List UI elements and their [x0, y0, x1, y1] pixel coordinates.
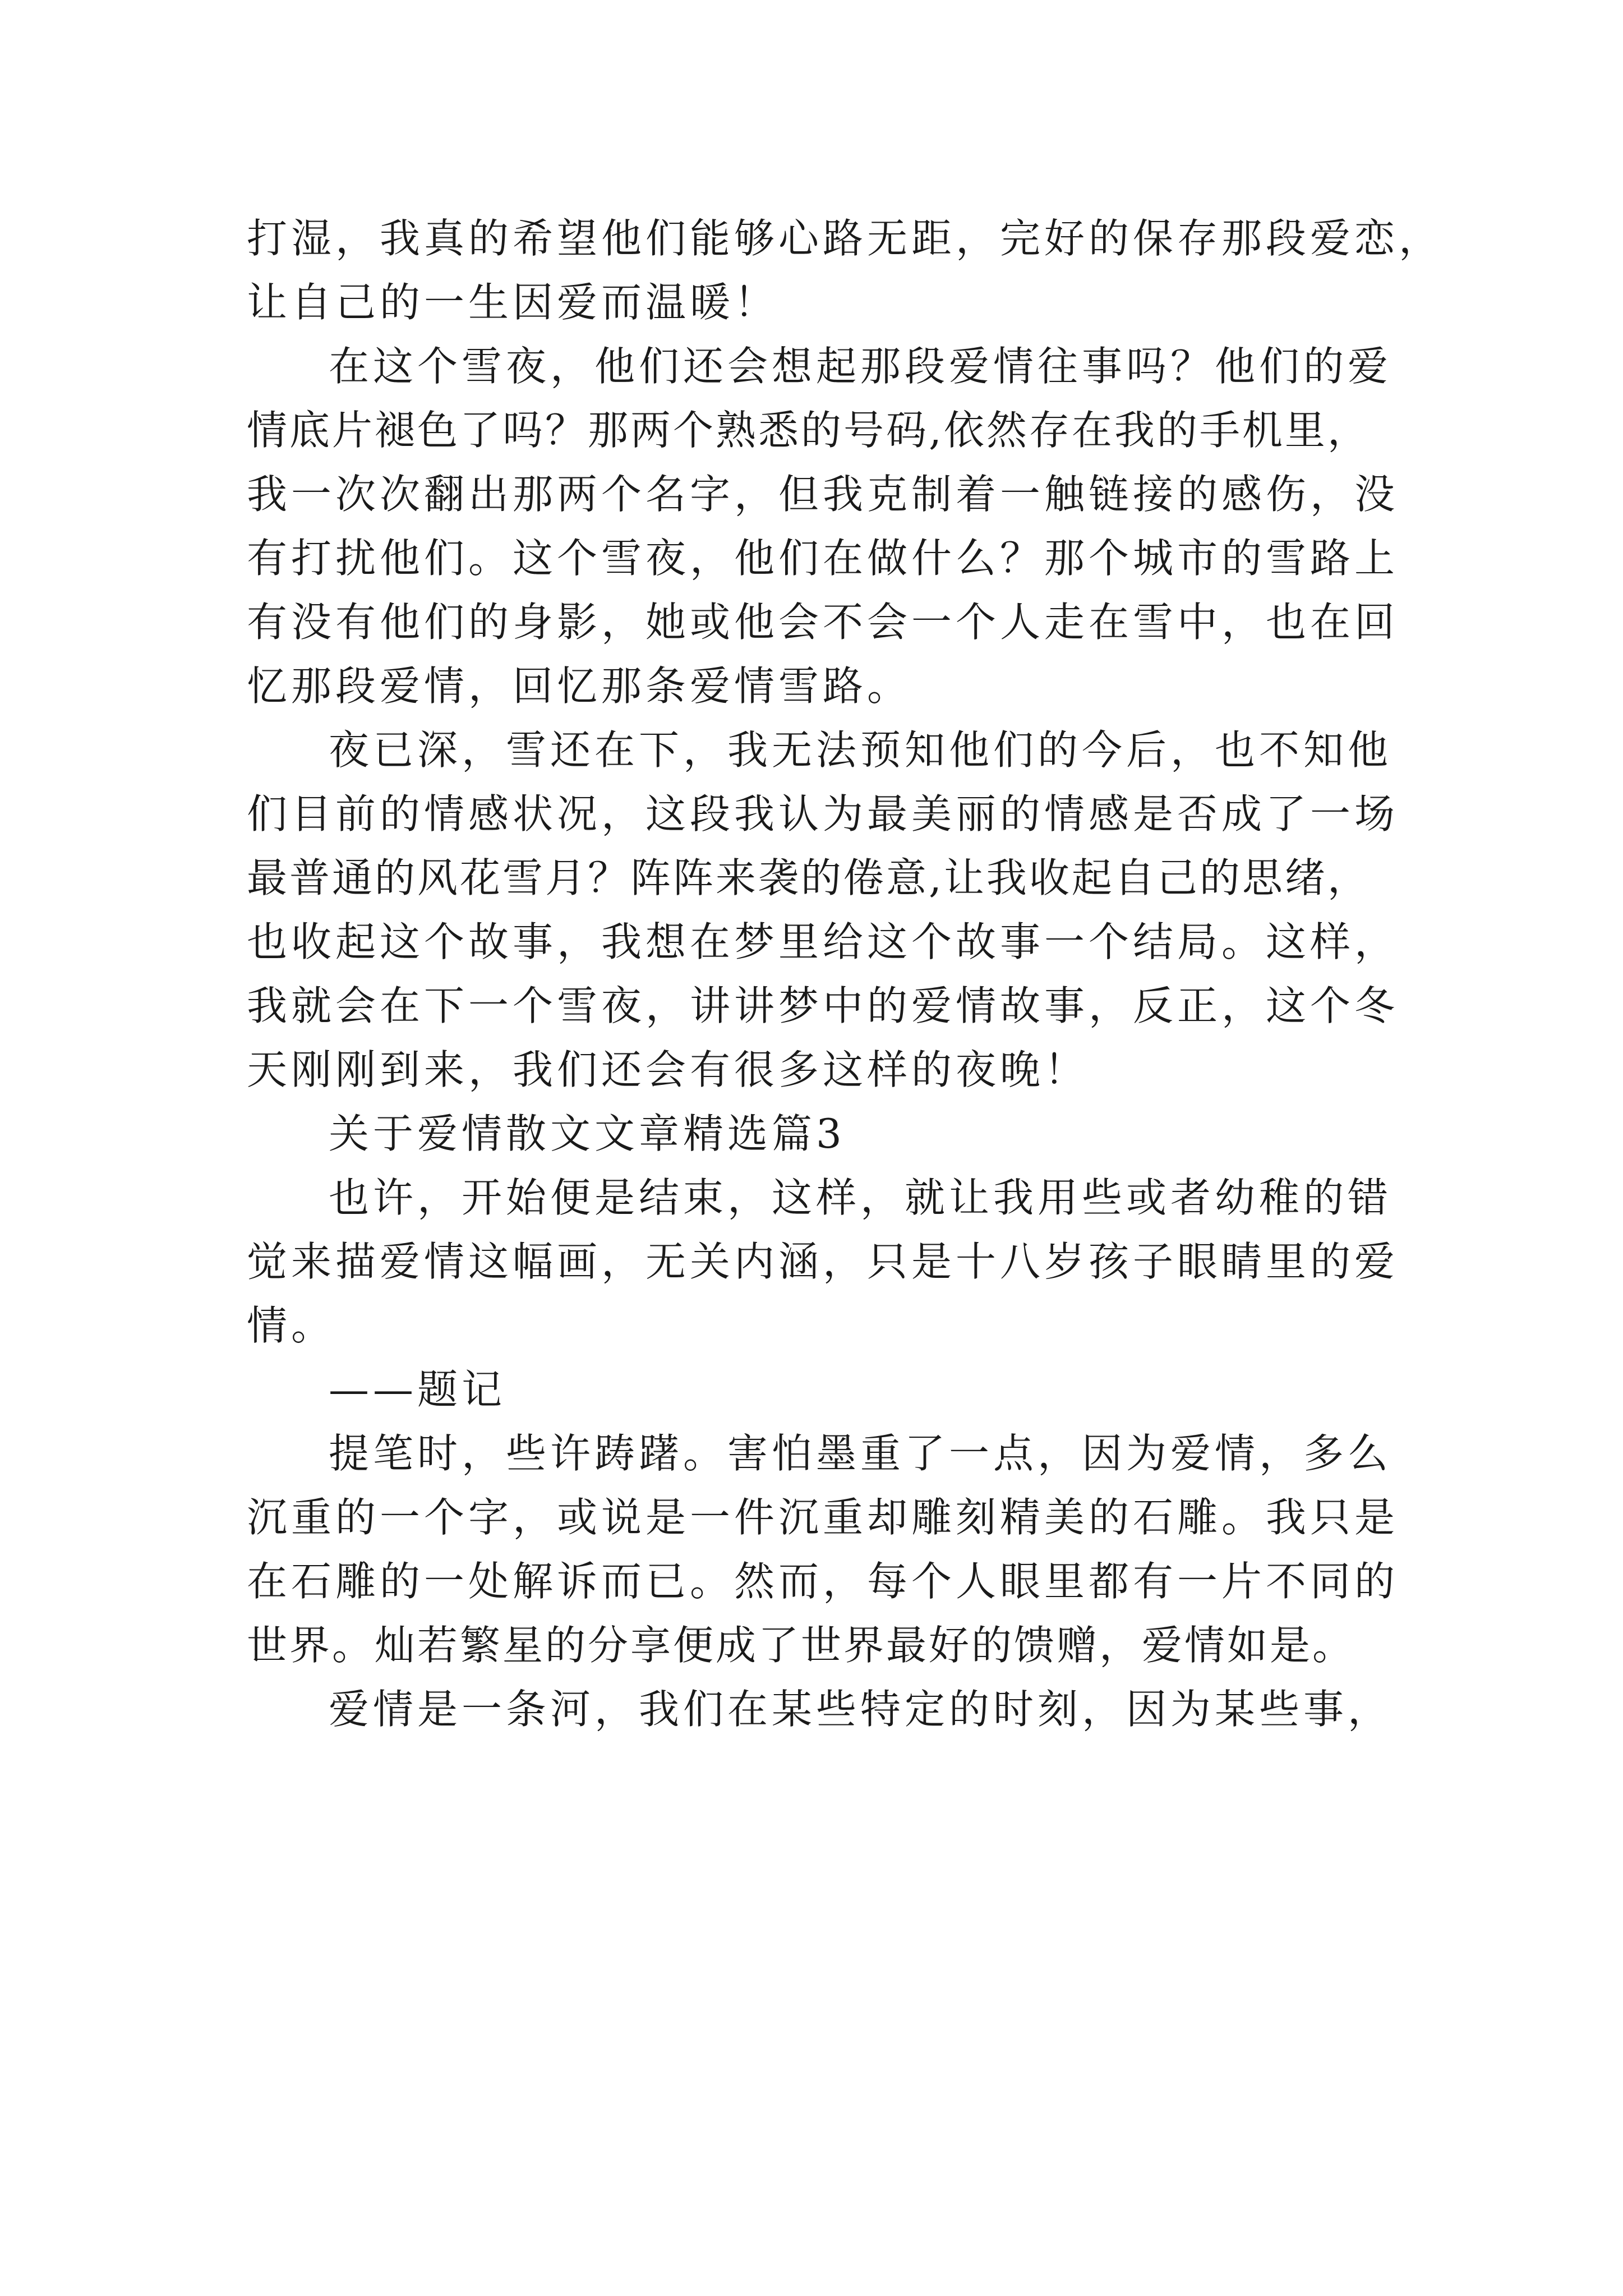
text-line: 也许，开始便是结束，这样，就让我用些或者幼稚的错 [329, 1174, 1393, 1221]
text-line: 情。 [247, 1302, 336, 1349]
epigraph-attribution: ——题记 [329, 1366, 506, 1413]
section-heading: 关于爱情散文文章精选篇3 [329, 1110, 846, 1157]
text-line: 让自己的一生因爱而温暖！ [247, 279, 779, 326]
text-line: 在这个雪夜，他们还会想起那段爱情往事吗？他们的爱 [329, 343, 1393, 390]
text-line: 情底片褪色了吗？那两个熟悉的号码,依然存在我的手机里， [247, 407, 1370, 454]
text-line: 也收起这个故事，我想在梦里给这个故事一个结局。这样， [247, 918, 1399, 965]
text-line: 们目前的情感状况，这段我认为最美丽的情感是否成了一场 [247, 790, 1399, 838]
text-line: 有没有他们的身影，她或他会不会一个人走在雪中，也在回 [247, 599, 1399, 646]
text-line: 爱情是一条河，我们在某些特定的时刻，因为某些事， [329, 1686, 1393, 1733]
text-line: 最普通的风花雪月？阵阵来袭的倦意,让我收起自己的思绪， [247, 854, 1370, 901]
text-line: 忆那段爱情，回忆那条爱情雪路。 [247, 662, 912, 710]
text-line: 觉来描爱情这幅画，无关内涵，只是十八岁孩子眼睛里的爱 [247, 1238, 1399, 1285]
text-line: 我就会在下一个雪夜，讲讲梦中的爱情故事，反正，这个冬 [247, 982, 1399, 1029]
text-line: 打湿，我真的希望他们能够心路无距，完好的保存那段爱恋， [247, 215, 1444, 262]
text-line: 天刚刚到来，我们还会有很多这样的夜晚！ [247, 1046, 1089, 1093]
text-line: 有打扰他们。这个雪夜，他们在做什么？那个城市的雪路上 [247, 535, 1399, 582]
text-line: 沉重的一个字，或说是一件沉重却雕刻精美的石雕。我只是 [247, 1494, 1399, 1541]
text-line: 提笔时，些许踌躇。害怕墨重了一点，因为爱情，多么 [329, 1430, 1393, 1477]
text-line: 夜已深，雪还在下，我无法预知他们的今后，也不知他 [329, 726, 1393, 774]
text-line: 世界。灿若繁星的分享便成了世界最好的馈赠，爱情如是。 [247, 1622, 1355, 1669]
article-body [247, 206, 1444, 1741]
text-line: 在石雕的一处解诉而已。然而，每个人眼里都有一片不同的 [247, 1558, 1399, 1605]
text-line: 我一次次翻出那两个名字，但我克制着一触链接的感伤，没 [247, 471, 1399, 518]
